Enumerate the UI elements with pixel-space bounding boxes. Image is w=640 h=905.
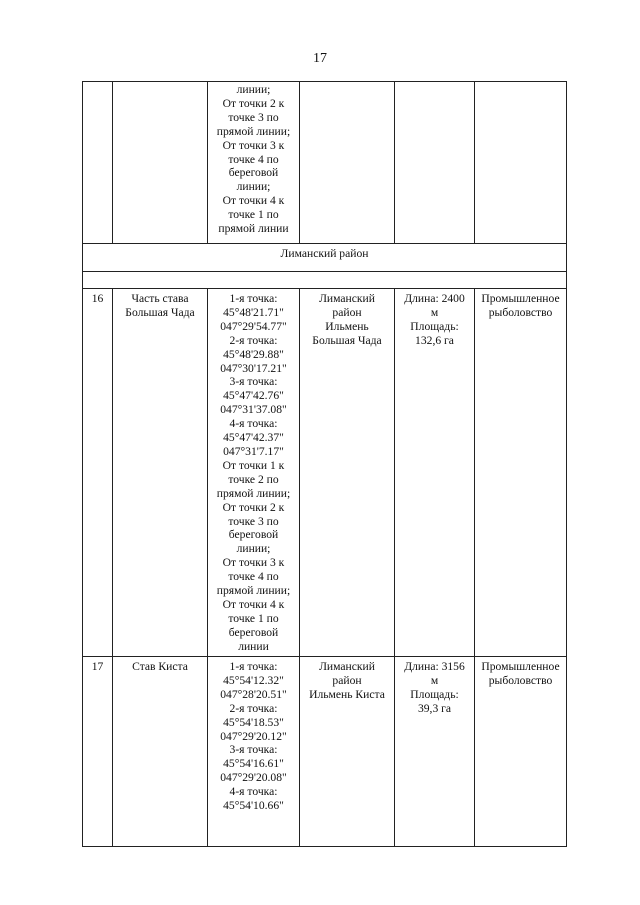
cell-line: 45°54'18.53" (223, 715, 284, 729)
cell-num: 16 (83, 289, 113, 657)
cell-line: 1-я точка: (229, 660, 278, 673)
cell-size (395, 657, 475, 847)
cell-line: 3-я точка: (229, 375, 278, 389)
cell-name (113, 289, 208, 657)
cell-line: район (332, 673, 362, 687)
cell-num: 17 (83, 657, 113, 847)
cell-size (395, 289, 475, 657)
cell-line: точке 1 по (228, 208, 279, 222)
cell-size (395, 82, 475, 244)
cell-line: прямой линии; (216, 124, 291, 138)
cell-purpose (475, 657, 567, 847)
cell-line: Промышленное (481, 660, 560, 673)
cell-line: Площадь: (410, 319, 459, 333)
cell-line: Ильмень Киста (309, 687, 385, 701)
cell-line: Большая Чада (125, 305, 195, 319)
cell-line: Промышленное (481, 292, 560, 305)
cell-line: береговой (228, 625, 279, 639)
continuation-row (83, 82, 567, 244)
cell-line: 047°29'54.77" (220, 319, 287, 333)
cell-coords (208, 657, 300, 847)
cell-line: 047°29'20.12" (220, 729, 287, 743)
cell-line: 45°47'42.37" (223, 431, 284, 445)
cell-line: линии; (236, 542, 271, 556)
cell-line: Став Киста (132, 660, 188, 673)
cell-name (113, 657, 208, 847)
table-row (83, 289, 567, 657)
cell-line: От точки 4 к (222, 194, 285, 208)
cell-line: 2-я точка: (229, 333, 278, 347)
cell-line: м (430, 305, 439, 319)
cell-line: От точки 3 к (222, 138, 285, 152)
cell-line: От точки 1 к (222, 458, 285, 472)
cell-line: прямой линии (218, 222, 289, 236)
cell-line: 1-я точка: (229, 292, 278, 305)
cell-line: От точки 2 к (222, 96, 285, 110)
cell-line: линии; (236, 180, 271, 194)
cell-line: 047°28'20.51" (220, 687, 287, 701)
region-header: Лиманский район (83, 244, 567, 272)
fishing-sites-table (82, 81, 567, 847)
cell-line: м (430, 673, 439, 687)
cell-line: 132,6 га (415, 333, 454, 347)
cell-line: 39,3 га (417, 701, 452, 715)
table-row (83, 657, 567, 847)
cell-line: точке 2 по (228, 472, 279, 486)
cell-line: Лиманский (319, 292, 375, 305)
cell-line: точке 1 по (228, 611, 279, 625)
cell-line: От точки 3 к (222, 556, 285, 570)
cell-line: линии; (236, 83, 271, 96)
cell-line: береговой (228, 528, 279, 542)
cell-line: Лиманский (319, 660, 375, 673)
cell-line: 45°47'42.76" (223, 389, 284, 403)
cell-line: линии (238, 639, 269, 653)
cell-line: прямой линии; (216, 584, 291, 598)
cell-line: точке 4 по (228, 570, 279, 584)
cell-line: рыболовство (488, 305, 553, 319)
spacer-row (83, 272, 567, 289)
page-number: 17 (313, 51, 327, 66)
cell-purpose (475, 82, 567, 244)
cell-line: береговой (228, 166, 279, 180)
cell-purpose (475, 289, 567, 657)
cell-line: 45°48'29.88" (223, 347, 284, 361)
cell-line: Большая Чада (312, 333, 382, 347)
cell-line: 4-я точка: (229, 785, 278, 799)
cell-line: район (332, 305, 362, 319)
cell-line: Длина: 2400 (404, 292, 465, 305)
cell-line: 3-я точка: (229, 743, 278, 757)
cell-line: От точки 4 к (222, 597, 285, 611)
cell-line: Площадь: (410, 687, 459, 701)
cell-line: 2-я точка: (229, 701, 278, 715)
cell-line: 45°54'10.66" (223, 799, 284, 813)
cell-line: 047°30'17.21" (220, 361, 287, 375)
cell-line: Ильмень (325, 319, 369, 333)
region-header-row (83, 244, 567, 272)
cell-line: точке 3 по (228, 514, 279, 528)
cell-coords (208, 289, 300, 657)
cell-line: точке 4 по (228, 152, 279, 166)
cell-location (300, 289, 395, 657)
cell-line: 45°54'12.32" (223, 673, 284, 687)
cell-line: 047°29'20.08" (220, 771, 287, 785)
cell-coords (208, 82, 300, 244)
cell-line: 047°31'37.08" (220, 403, 287, 417)
cell-location (300, 82, 395, 244)
cell-name (113, 82, 208, 244)
cell-line: 047°31'7.17" (223, 444, 284, 458)
cell-num (83, 82, 113, 244)
cell-line: 45°48'21.71" (223, 305, 284, 319)
cell-location (300, 657, 395, 847)
cell-line: Длина: 3156 (404, 660, 465, 673)
cell-line: От точки 2 к (222, 500, 285, 514)
cell-line: Часть става (131, 292, 189, 305)
cell-line: прямой линии; (216, 486, 291, 500)
cell-line: 4-я точка: (229, 417, 278, 431)
cell-line: точке 3 по (228, 110, 279, 124)
cell-line: рыболовство (488, 673, 553, 687)
cell-line: 45°54'16.61" (223, 757, 284, 771)
